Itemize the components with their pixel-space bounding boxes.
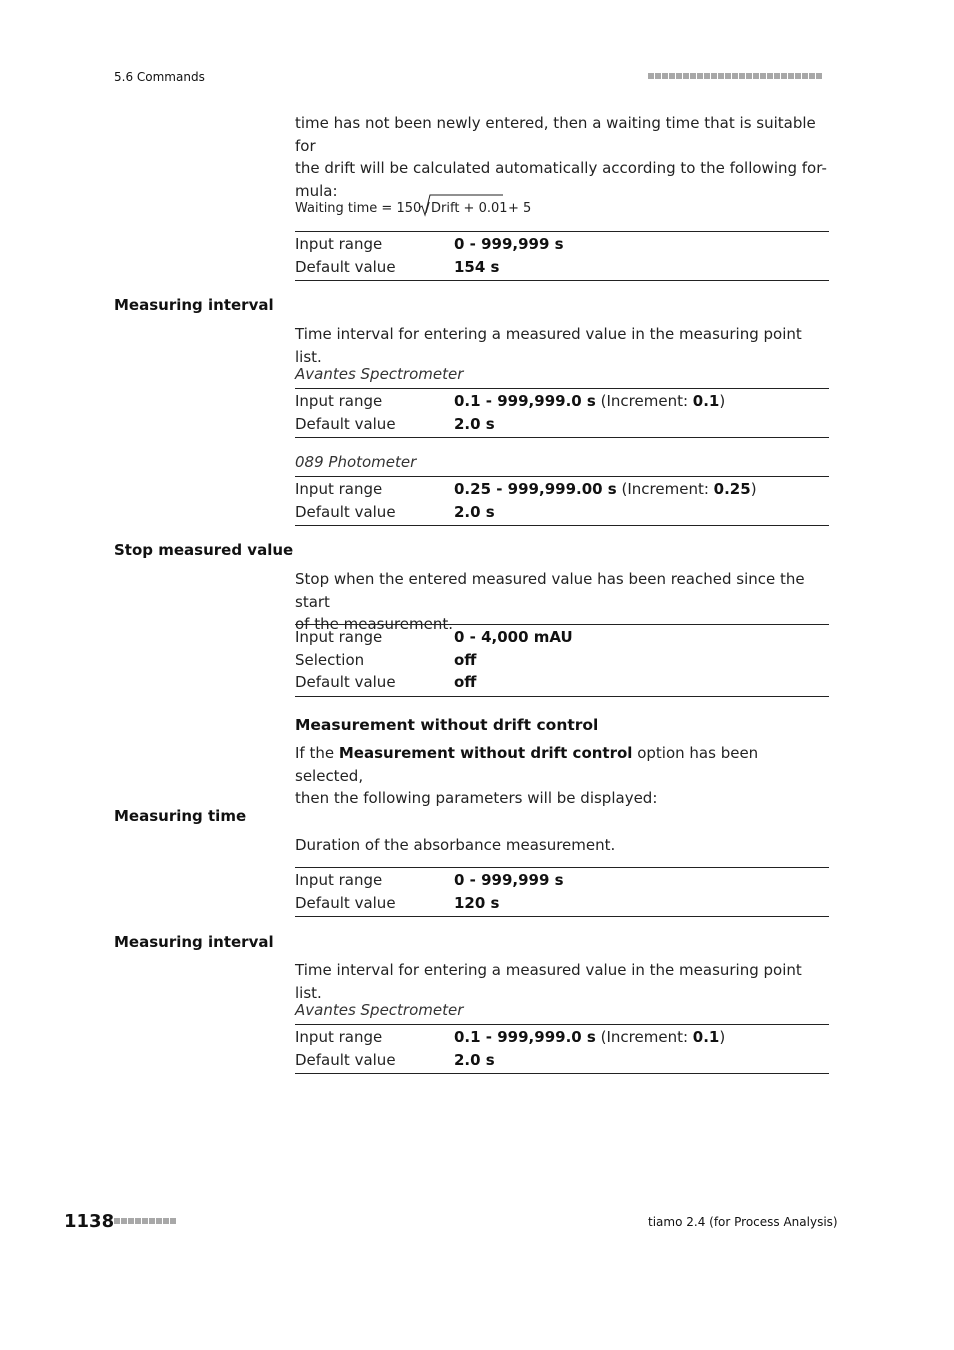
increment-label: Increment: [627,480,709,498]
formula-lhs: Waiting time = 150 / [295,201,430,216]
table-row [295,233,829,256]
caption-avantes: Avantes Spectrometer [295,365,464,383]
caption-avantes-2: Avantes Spectrometer [295,1001,464,1019]
param-value: 0.1 - 999,999.0 s [454,1028,596,1046]
measuring-time-description: Duration of the absorbance measurement. [295,836,616,854]
table-row [295,256,829,279]
param-value: 120 s [454,893,500,912]
param-key: Default value [295,673,396,691]
param-value: 2.0 s [454,414,495,433]
table-row: Input range 0.25 - 999,999.00 s (Increment: 0.25) [295,478,829,501]
section-title-measuring-interval: Measuring interval [114,296,274,314]
param-key: Input range [295,480,383,498]
measuring-interval-description: Time interval for entering a measured value in the measuring point list. [295,325,802,366]
param-key: Input range [295,628,383,646]
param-key: Selection [295,650,365,669]
param-value: 2.0 s [454,502,495,521]
param-key: Default value [295,893,396,912]
page-number: 1138 [64,1211,115,1232]
waiting-time-formula [295,192,555,220]
header-section: 5.6 Commands [114,70,205,84]
waiting-time-table [295,231,829,281]
text-segment: option has been selected, [295,744,759,785]
table-row [295,1049,829,1072]
table-row [295,626,829,649]
increment-label: Increment: [606,392,689,410]
intro-line: the drift will be calculated automatically according to the following for- [295,159,827,177]
footer-decoration [114,1218,176,1224]
param-key: Input range [295,235,383,253]
intro-paragraph [295,112,829,202]
intro-line: mula: [295,181,338,200]
section-title-measuring-interval-2: Measuring interval [114,933,274,951]
param-key: Input range [295,871,383,889]
table-row [295,869,829,892]
table-row: Input range 0.1 - 999,999.0 s (Increment: 0.1) [295,390,829,413]
increment-value: 0.25 [713,480,751,498]
table-row [295,649,829,672]
table-row [295,413,829,436]
table-row [295,501,829,524]
text-segment: If the [295,744,339,762]
table-row [295,892,829,915]
photometer-interval-table [295,476,829,526]
description-line: Stop when the entered measured value has been reached since the start [295,570,805,611]
description-line [295,742,829,787]
param-value: 0.25 - 999,999.00 s [454,480,617,498]
param-value: 154 s [454,257,500,276]
param-key: Default value [295,257,396,276]
param-value: 2.0 s [454,1050,495,1069]
param-key: Default value [295,414,396,433]
increment-value: 0.1 [692,1028,720,1046]
footer-product: tiamo 2.4 (for Process Analysis) [648,1215,838,1229]
description-line: then the following parameters will be displayed: [295,789,658,807]
avantes-interval-table [295,388,829,438]
table-row: Input range 0.1 - 999,999.0 s (Increment: 0.1) [295,1026,829,1049]
measuring-interval-2-description: Time interval for entering a measured value in the measuring point list. [295,961,802,1002]
param-value: 0 - 999,999 s [454,871,564,889]
param-value: off [454,673,477,691]
param-key: Default value [295,502,396,521]
param-value: off [454,650,477,669]
table-row [295,671,829,694]
option-name: Measurement without drift control [338,744,633,762]
no-drift-description [295,742,829,810]
param-key: Default value [295,1050,396,1069]
param-value: 0.1 - 999,999.0 s [454,392,596,410]
header-decoration [648,73,822,79]
intro-line: time has not been newly entered, then a waiting time that is suitable for [295,114,816,155]
section-title-measuring-time: Measuring time [114,807,247,825]
avantes-interval-table-2 [295,1024,829,1074]
subsection-title-no-drift: Measurement without drift control [295,716,599,734]
increment-label: Increment: [606,1028,689,1046]
param-value: 0 - 999,999 s [454,235,564,253]
increment-value: 0.1 [692,392,720,410]
param-key: Input range [295,392,383,410]
description-line: of the measurement. [295,615,454,633]
formula-tail: + 5 [508,201,532,216]
formula-radicand: Drift + 0.01 [431,201,508,216]
section-title-stop-measured-value: Stop measured value [114,541,294,559]
stop-measured-value-table [295,624,829,697]
measuring-time-table [295,867,829,917]
param-key: Input range [295,1028,383,1046]
caption-photometer: 089 Photometer [295,453,417,471]
param-value: 0 - 4,000 mAU [454,628,573,646]
